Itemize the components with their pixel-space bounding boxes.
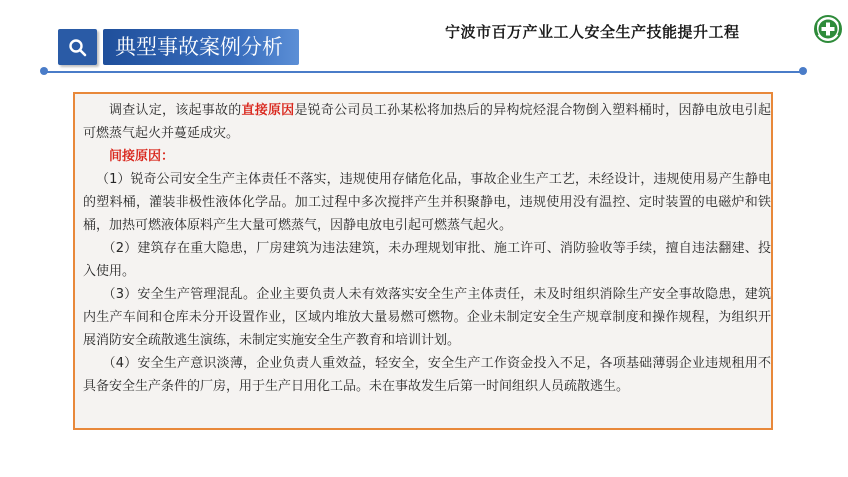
indirect-cause-label: 间接原因： bbox=[109, 149, 175, 164]
indirect-cause-heading bbox=[83, 146, 771, 169]
direct-cause-text: 是锐奇公司员工孙某松将加热后的异构烷烃混合物倒入塑料桶时，因静电放电引起可燃蒸气起火并蔓延成灾。 bbox=[83, 103, 771, 141]
title-bar bbox=[103, 29, 299, 65]
direct-cause-lead: 调查认定，该起事故的 bbox=[109, 103, 242, 118]
direct-cause-label: 直接原因 bbox=[241, 103, 295, 118]
indirect-cause-item-1: （1）锐奇公司安全生产主体责任不落实，违规使用存储危化品，事故企业生产工艺，未经设计，违规使用易产生静电的塑料桶，灌装非极性液体化学品。加工过程中多次搅拌产生并积聚静电，违规使用没有温控、定时装置的电磁炉和铁桶，加热可燃液体原料产生大量可燃蒸气，因静电放电引起可燃蒸气起火。 bbox=[83, 172, 771, 233]
indirect-cause-item-4: （4）安全生产意识淡薄，企业负责人重效益，轻安全，安全生产工作资金投入不足，各项基础薄弱企业违规租用不具备安全生产条件的厂房，用于生产日用化工品。未在事故发生后第一时间组织人员疏散逃生。 bbox=[83, 356, 771, 394]
safety-cross-logo-icon bbox=[813, 14, 843, 44]
program-title: 宁波市百万产业工人安全生产技能提升工程 bbox=[445, 23, 740, 41]
rule-dot-left bbox=[40, 67, 48, 75]
search-icon bbox=[68, 38, 87, 57]
indirect-cause-item-2: （2）建筑存在重大隐患，厂房建筑为违法建筑，未办理规划审批、施工许可、消防验收等手续，擅自违法翻建、投入使用。 bbox=[83, 241, 771, 279]
title-icon-box bbox=[58, 29, 97, 65]
slide-header bbox=[0, 0, 848, 80]
direct-cause-paragraph bbox=[83, 100, 771, 146]
indirect-cause-item-3: （3）安全生产管理混乱。企业主要负责人未有效落实安全生产主体责任，未及时组织消除生产安全事故隐患，建筑内生产车间和仓库未分开设置作业，区域内堆放大量易燃可燃物。企业未制定安全生产规章制度和操作规程，为组织开展消防安全疏散逃生演练，未制定实施安全生产教育和培训计划。 bbox=[83, 287, 771, 348]
rule-dot-right bbox=[799, 67, 807, 75]
case-analysis-box bbox=[73, 92, 773, 430]
header-rule bbox=[43, 71, 803, 73]
page-title: 典型事故案例分析 bbox=[115, 35, 283, 59]
